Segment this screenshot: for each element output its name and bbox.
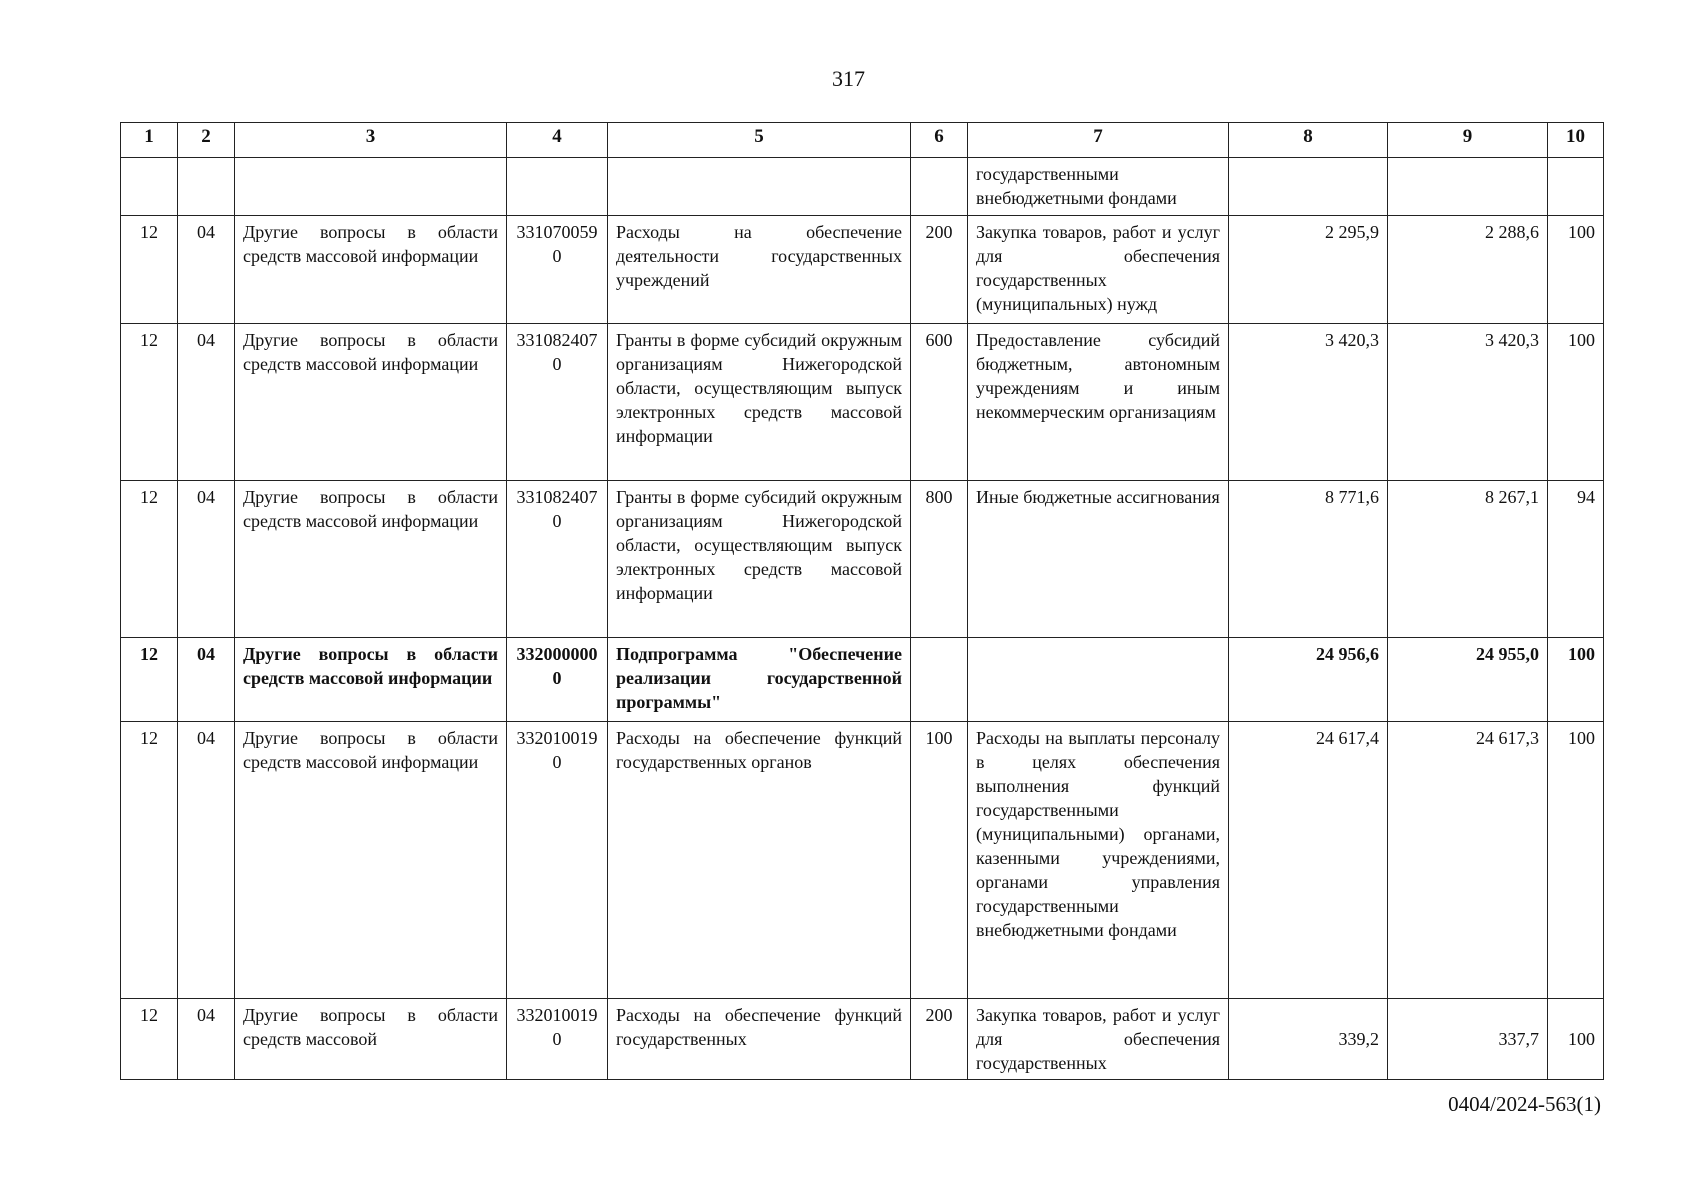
col-header: 4 bbox=[507, 123, 608, 158]
cell-target-code bbox=[507, 158, 608, 216]
cell-section-name: Другие вопросы в области средств массовой информации bbox=[235, 216, 507, 324]
cell-percent: 100 bbox=[1548, 324, 1604, 481]
page-number: 317 bbox=[832, 66, 865, 91]
cell-expense-type-name: Расходы на выплаты персоналу в целях обеспечения выполнения функций государственными (муниципальными) органами, казенными учреждениями, органами управления государственными внебюджетными фондами bbox=[968, 722, 1229, 999]
cell-executed bbox=[1388, 158, 1548, 216]
table-row bbox=[121, 216, 1604, 324]
cell-expense-type bbox=[911, 158, 968, 216]
cell-section-name: Другие вопросы в области средств массовой информации bbox=[235, 722, 507, 999]
cell-expense-type-name: государственными внебюджетными фондами bbox=[968, 158, 1229, 216]
table-row bbox=[121, 999, 1604, 1080]
cell-expense-type: 100 bbox=[911, 722, 968, 999]
cell-percent: 100 bbox=[1548, 722, 1604, 999]
col-header: 7 bbox=[968, 123, 1229, 158]
cell-section: 12 bbox=[121, 722, 178, 999]
cell-subsection: 04 bbox=[178, 638, 235, 722]
cell-target-name bbox=[608, 158, 911, 216]
col-header: 1 bbox=[121, 123, 178, 158]
cell-planned: 8 771,6 bbox=[1229, 481, 1388, 638]
cell-executed: 8 267,1 bbox=[1388, 481, 1548, 638]
cell-target-name: Гранты в форме субсидий окружным организациям Нижегородской области, осуществляющим выпуск электронных средств массовой информации bbox=[608, 481, 911, 638]
cell-section bbox=[121, 158, 178, 216]
cell-planned bbox=[1229, 158, 1388, 216]
cell-target-code: 3310824070 bbox=[507, 324, 608, 481]
table-row bbox=[121, 481, 1604, 638]
cell-subsection bbox=[178, 158, 235, 216]
cell-subsection: 04 bbox=[178, 722, 235, 999]
table-row bbox=[121, 158, 1604, 216]
cell-expense-type-name: Закупка товаров, работ и услуг для обеспечения государственных (муниципальных) нужд bbox=[968, 216, 1229, 324]
col-header: 8 bbox=[1229, 123, 1388, 158]
cell-target-code: 3310700590 bbox=[507, 216, 608, 324]
cell-percent: 100 bbox=[1548, 999, 1604, 1080]
cell-subsection: 04 bbox=[178, 216, 235, 324]
document-code: 0404/2024-563(1) bbox=[1448, 1092, 1601, 1116]
cell-executed: 24 955,0 bbox=[1388, 638, 1548, 722]
cell-section-name bbox=[235, 158, 507, 216]
cell-expense-type-name bbox=[968, 638, 1229, 722]
table-row-subprogram bbox=[121, 638, 1604, 722]
cell-section: 12 bbox=[121, 638, 178, 722]
cell-section: 12 bbox=[121, 324, 178, 481]
cell-target-name: Подпрограмма "Обеспечение реализации государственной программы" bbox=[608, 638, 911, 722]
cell-section-name: Другие вопросы в области средств массовой информации bbox=[235, 324, 507, 481]
col-header: 10 bbox=[1548, 123, 1604, 158]
table-row bbox=[121, 324, 1604, 481]
cell-planned: 3 420,3 bbox=[1229, 324, 1388, 481]
budget-table bbox=[120, 122, 1604, 1080]
cell-target-code: 3320100190 bbox=[507, 999, 608, 1080]
cell-expense-type bbox=[911, 638, 968, 722]
cell-section: 12 bbox=[121, 999, 178, 1080]
cell-target-code: 3320100190 bbox=[507, 722, 608, 999]
cell-target-name: Расходы на обеспечение функций государственных органов bbox=[608, 722, 911, 999]
cell-section: 12 bbox=[121, 481, 178, 638]
cell-executed: 24 617,3 bbox=[1388, 722, 1548, 999]
table-row bbox=[121, 722, 1604, 999]
cell-executed: 337,7 bbox=[1388, 999, 1548, 1080]
col-header: 2 bbox=[178, 123, 235, 158]
cell-expense-type-name: Предоставление субсидий бюджетным, автономным учреждениям и иным некоммерческим организациям bbox=[968, 324, 1229, 481]
cell-target-code: 3320000000 bbox=[507, 638, 608, 722]
cell-percent bbox=[1548, 158, 1604, 216]
cell-subsection: 04 bbox=[178, 481, 235, 638]
cell-expense-type: 200 bbox=[911, 999, 968, 1080]
cell-section-name: Другие вопросы в области средств массовой bbox=[235, 999, 507, 1080]
cell-target-name: Расходы на обеспечение функций государственных bbox=[608, 999, 911, 1080]
col-header: 3 bbox=[235, 123, 507, 158]
cell-target-name: Гранты в форме субсидий окружным организациям Нижегородской области, осуществляющим выпуск электронных средств массовой информации bbox=[608, 324, 911, 481]
cell-planned: 2 295,9 bbox=[1229, 216, 1388, 324]
cell-section: 12 bbox=[121, 216, 178, 324]
col-header: 9 bbox=[1388, 123, 1548, 158]
cell-executed: 2 288,6 bbox=[1388, 216, 1548, 324]
cell-subsection: 04 bbox=[178, 999, 235, 1080]
cell-subsection: 04 bbox=[178, 324, 235, 481]
cell-section-name: Другие вопросы в области средств массовой информации bbox=[235, 481, 507, 638]
cell-planned: 24 617,4 bbox=[1229, 722, 1388, 999]
cell-target-code: 3310824070 bbox=[507, 481, 608, 638]
cell-executed: 3 420,3 bbox=[1388, 324, 1548, 481]
header-row bbox=[121, 123, 1604, 158]
cell-expense-type-name: Иные бюджетные ассигнования bbox=[968, 481, 1229, 638]
cell-expense-type: 600 bbox=[911, 324, 968, 481]
cell-percent: 100 bbox=[1548, 638, 1604, 722]
cell-percent: 100 bbox=[1548, 216, 1604, 324]
cell-expense-type-name: Закупка товаров, работ и услуг для обеспечения государственных bbox=[968, 999, 1229, 1080]
cell-planned: 339,2 bbox=[1229, 999, 1388, 1080]
col-header: 5 bbox=[608, 123, 911, 158]
cell-section-name: Другие вопросы в области средств массовой информации bbox=[235, 638, 507, 722]
cell-percent: 94 bbox=[1548, 481, 1604, 638]
col-header: 6 bbox=[911, 123, 968, 158]
cell-expense-type: 200 bbox=[911, 216, 968, 324]
cell-expense-type: 800 bbox=[911, 481, 968, 638]
cell-target-name: Расходы на обеспечение деятельности государственных учреждений bbox=[608, 216, 911, 324]
cell-planned: 24 956,6 bbox=[1229, 638, 1388, 722]
